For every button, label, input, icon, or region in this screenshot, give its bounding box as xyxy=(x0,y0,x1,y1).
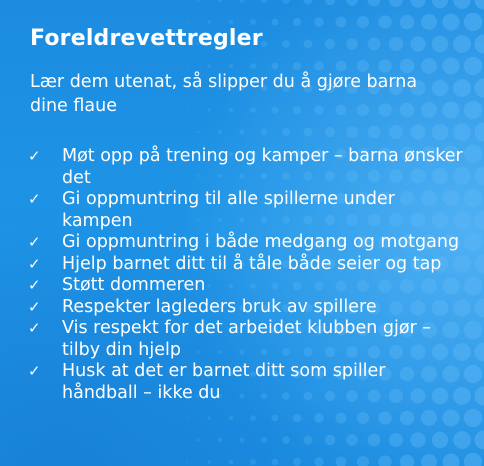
rule-item xyxy=(26,254,466,276)
rule-text: Husk at det er barnet ditt som spiller håndball – ikke du xyxy=(62,361,386,403)
checkmark-icon: ✓ xyxy=(28,190,41,208)
rule-item xyxy=(26,361,466,404)
subtitle: Lær dem utenat, så slipper du å gjøre barna dine flaue xyxy=(30,72,418,116)
rule-item xyxy=(26,318,466,361)
rule-text: Vis respekt for det arbeidet klubben gjør – tilby din hjelp xyxy=(62,318,432,360)
rule-text: Hjelp barnet ditt til å tåle både seier og tap xyxy=(62,253,442,274)
page-title: Foreldrevettregler xyxy=(30,26,263,51)
checkmark-icon: ✓ xyxy=(28,147,41,165)
rule-text: Gi oppmuntring i både medgang og motgang xyxy=(62,232,460,252)
checkmark-icon: ✓ xyxy=(28,254,41,273)
checkmark-icon: ✓ xyxy=(28,362,41,380)
rule-item xyxy=(26,232,466,254)
checkmark-icon: ✓ xyxy=(28,319,41,337)
rule-text: Støtt dommeren xyxy=(62,275,206,295)
checkmark-icon: ✓ xyxy=(28,276,41,294)
rule-item xyxy=(26,189,466,232)
rule-text: Møt opp på trening og kamper – barna ønsker det xyxy=(62,146,463,188)
rule-item xyxy=(26,297,466,319)
checkmark-icon: ✓ xyxy=(28,233,41,251)
rule-item xyxy=(26,146,466,189)
checkmark-icon: ✓ xyxy=(28,297,41,316)
rule-item xyxy=(26,275,466,297)
rules-list xyxy=(26,146,466,404)
rule-text: Gi oppmuntring til alle spillerne under kampen xyxy=(62,189,395,231)
rule-text: Respekter lagleders bruk av spillere xyxy=(62,296,377,317)
